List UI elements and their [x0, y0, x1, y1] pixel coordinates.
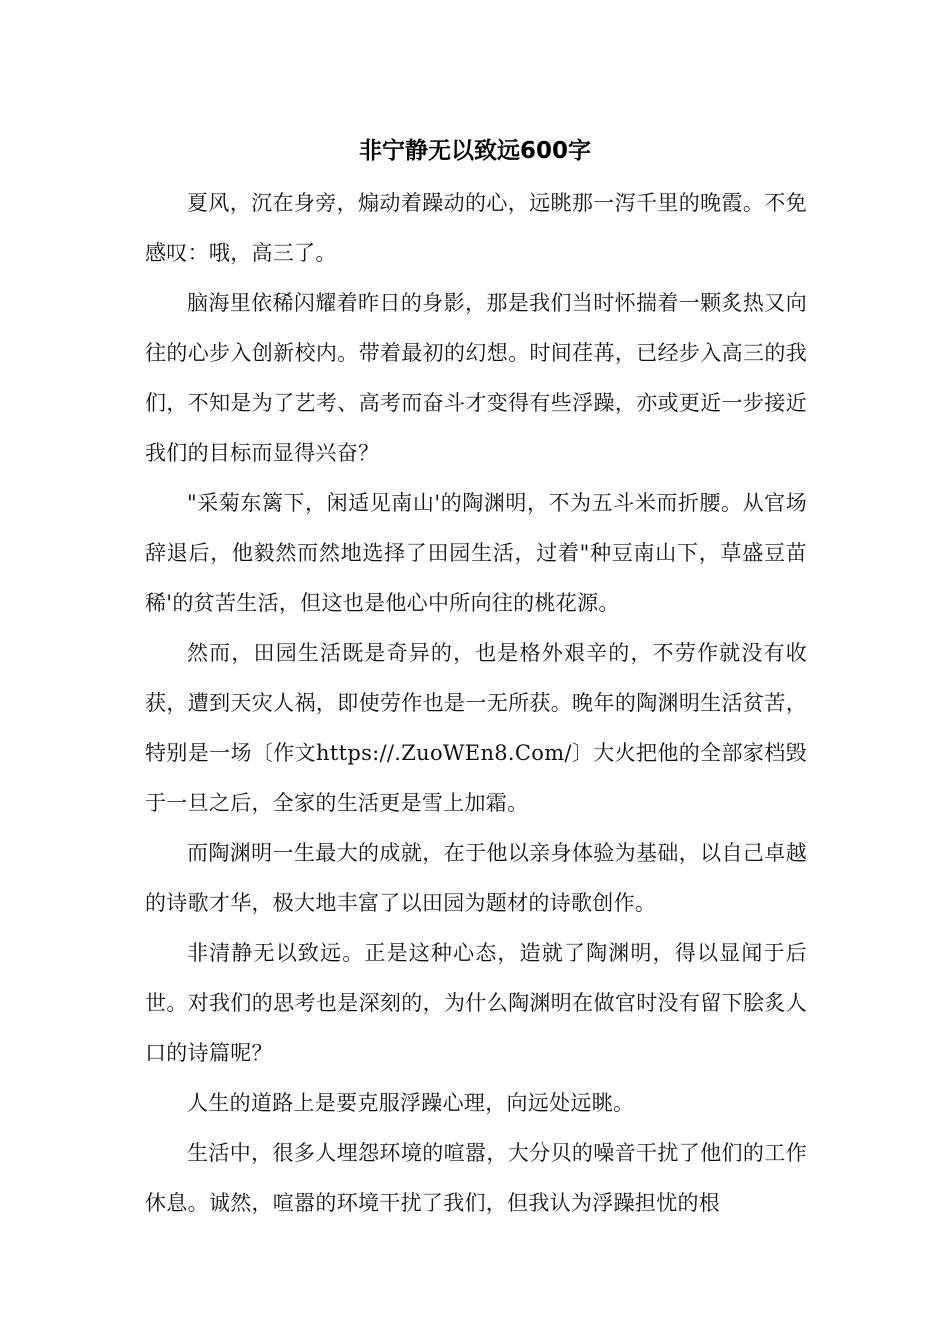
document-body [145, 178, 807, 1228]
paragraph-2: 脑海里依稀闪耀着昨日的身影，那是我们当时怀揣着一颗炙热又向往的心步入创新校内。带着最初的幻想。时间荏苒，已经步入高三的我们，不知是为了艺考、高考而奋斗才变得有些浮躁，亦或更近一步接近我们的目标而显得兴奋？ [145, 291, 807, 465]
paragraph-7: 人生的道路上是要克服浮躁心理，向远处远眺。 [187, 1091, 635, 1115]
paragraph-4: 然而，田园生活既是奇异的，也是格外艰辛的，不劳作就没有收获，遭到天灾人祸，即使劳作也是一无所获。晚年的陶渊明生活贫苦，特别是一场〔作文https://.ZuoWEn8.Com/〕大火把他的全部家档毁于一旦之后，全家的生活更是雪上加霜。 [145, 641, 807, 815]
paragraph-3: "采菊东篱下，闲适见南山'的陶渊明，不为五斗米而折腰。从官场辞退后，他毅然而然地选择了田园生活，过着"种豆南山下，草盛豆苗稀'的贫苦生活，但这也是他心中所向往的桃花源。 [145, 491, 807, 615]
paragraph-1: 夏风，沉在身旁，煽动着躁动的心，远眺那一泻千里的晚霞。不免感叹：哦，高三了。 [145, 191, 807, 265]
document-title: 非宁静无以致远600字 [358, 138, 591, 164]
paragraph-5: 而陶渊明一生最大的成就，在于他以亲身体验为基础，以自己卓越的诗歌才华，极大地丰富了以田园为题材的诗歌创作。 [145, 841, 807, 915]
paragraph-6: 非清静无以致远。正是这种心态，造就了陶渊明，得以显闻于后世。对我们的思考也是深刻的，为什么陶渊明在做官时没有留下脍炙人口的诗篇呢？ [145, 941, 807, 1065]
paragraph-8: 生活中，很多人埋怨环境的喧嚣，大分贝的噪音干扰了他们的工作休息。诚然，喧嚣的环境干扰了我们，但我认为浮躁担忧的根 [145, 1141, 807, 1215]
